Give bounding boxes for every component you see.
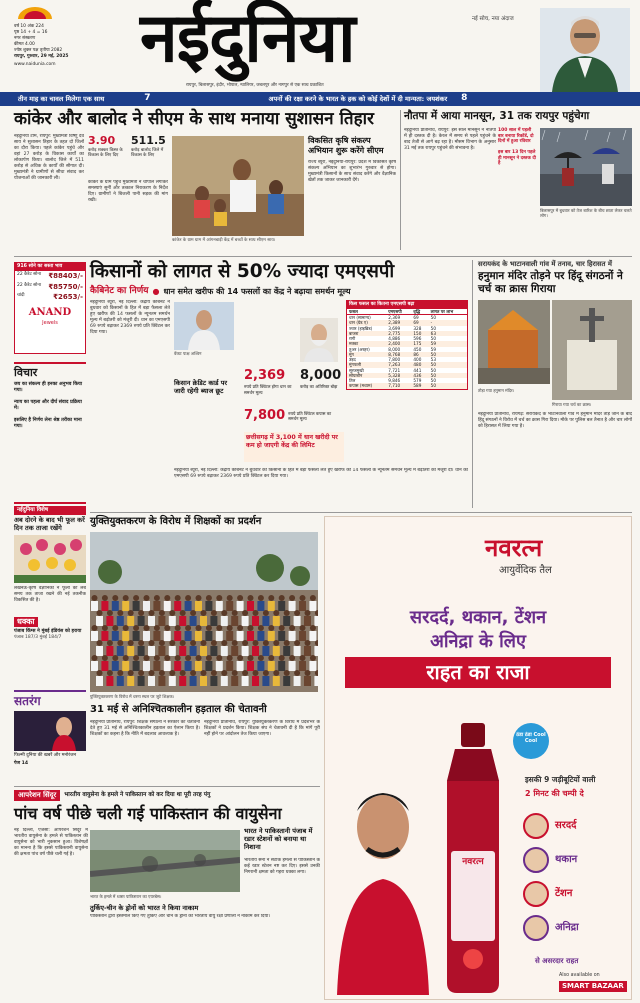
lead-photo bbox=[172, 136, 304, 236]
msp-photo-pm bbox=[300, 318, 338, 362]
ad-benefit-item bbox=[523, 843, 629, 877]
msp-stat-1-label: रुपये प्रति क्विंटल होगा धान का समर्थन मूल्य bbox=[244, 384, 292, 395]
jewellery-row-1-value: ₹88403/- bbox=[48, 271, 83, 280]
temple-subhead[interactable]: हनुमान मंदिर तोड़ने पर हिंदू संगठनों ने चर्च का क्रास गिराया bbox=[478, 270, 623, 295]
msp-stat-2-label: करोड़ का अतिरिक्त बोझ bbox=[300, 384, 338, 390]
ad-line-1: सरदर्द, थकान, टेंशन bbox=[409, 607, 547, 628]
sindoor-side-body: भारतीय सेना ने सटीक हमलों से पाकिस्तान के कई रडार स्टेशन नष्ट कर दिए। इससे उनकी निगरानी क्षमता को गहरा धक्का लगा। bbox=[244, 858, 320, 875]
msp-table-cell: तुअर (अरहर) bbox=[349, 346, 370, 352]
msp-quote-tag[interactable]: किसान क्रेडिट कार्ड पर जारी रहेगी ब्याज छूट bbox=[174, 379, 228, 395]
bullet-icon: ● bbox=[152, 286, 160, 296]
ad-brand-sub: आयुर्वेदिक तैल bbox=[499, 565, 552, 576]
msp-body: नईदुनिया ब्यूरो, नई दिल्ली: केंद्रीय कैबिनेट ने बुधवार को किसानों के हित में बड़ा फैसला लेते हुए खरीफ की 14 फसलों के न्यूनतम समर्थन मूल्य में बढ़ोतरी को मंजूरी दी। धान का एमएसपी 69 रुपये बढ़ाकर 2369 रुपये प्रति क्विंटल कर दिया गया। bbox=[90, 300, 170, 335]
msp-stat-3-value: 7,800 bbox=[244, 408, 286, 423]
lead-body: नईदुनिया टीम, रायपुर: मुख्यमंत्री विष्णु देव साय ने सुशासन तिहार के तहत दो जिलों का दौरा किया। पहले कांकेर पहुंचे और वहां 27 करोड़ के विकास कार्यों का लोकार्पण किया। बालोद जिले में 511 करोड़ से अधिक के कार्यों की सौगात दी। मुख्यमंत्री ने ग्रामीणों से सीधा संवाद कर योजनाओं की जानकारी ली। bbox=[14, 134, 84, 181]
msp-table-cell: 436 bbox=[413, 372, 422, 378]
msp-table-cell: ज्वार (हाइब्रिड) bbox=[349, 325, 373, 331]
msp-table-cell: 589 bbox=[413, 383, 422, 389]
ad-benefit-label: टेंशन bbox=[555, 887, 573, 899]
msp-table-cell: 50 bbox=[430, 325, 437, 331]
msp-table-cell: 50 bbox=[430, 378, 437, 384]
msp-table-cell: 2,369 bbox=[388, 315, 401, 321]
website-link[interactable]: www.naidunia.com bbox=[14, 61, 56, 67]
ad-bottom-line: से असरदार राहत bbox=[535, 957, 579, 965]
msp-table-cell: 175 bbox=[413, 341, 422, 347]
msp-table-cell: 328 bbox=[413, 325, 422, 331]
msp-table-header: एमएसपी bbox=[386, 309, 411, 315]
lead-stat-1-label: करोड़ शक्कर किस्त के विकास के लिए दिए bbox=[88, 147, 123, 159]
lead-photo-caption: कांकेर के ग्राम ग्राम में आंगनबाड़ी केंद्र में बच्चों के साथ सीएम साय। bbox=[172, 238, 276, 243]
msp-table-cell: 596 bbox=[413, 336, 422, 342]
msp-table bbox=[346, 300, 468, 390]
msp-table-cell: - bbox=[430, 320, 433, 326]
vichar-item-2[interactable]: न्याय का पहला और दीर्घ संवाद प्रक्रिया में। bbox=[14, 399, 82, 411]
sindoor-tag-row bbox=[14, 790, 320, 801]
msp-table-cell: 86 bbox=[413, 351, 419, 357]
msp-table-cell: 480 bbox=[413, 362, 422, 368]
msp-table-header: वृद्धि bbox=[411, 309, 428, 315]
msp-table-cell: 579 bbox=[413, 378, 422, 384]
ad-minutes: 2 मिनट की चम्पी दे bbox=[525, 789, 584, 798]
ad-model-photo bbox=[333, 767, 433, 995]
msp-table-cell: उड़द bbox=[349, 357, 356, 363]
msp-table-cell: 2,389 bbox=[388, 320, 401, 326]
msp-table-cell: 7,800 bbox=[388, 357, 401, 363]
jewellery-row-3 bbox=[15, 292, 85, 303]
msp-table-cell: 2,400 bbox=[388, 341, 401, 347]
msp-stat-1-value: 2,369 bbox=[244, 368, 286, 383]
jewellery-row-1-label: 22 कैरेट सोना bbox=[17, 271, 42, 277]
ad-benefit-label: अनिद्रा bbox=[555, 921, 579, 933]
msp-table-cell: 59 bbox=[430, 341, 437, 347]
face-icon bbox=[523, 847, 549, 873]
msp-table-cell: धान (ग्रेड ए) bbox=[349, 320, 368, 326]
msp-table-cell: 69 bbox=[413, 315, 419, 321]
msp-subhead: धान समेत खरीफ की 14 फसलों का केंद्र ने बढ़ाया समर्थन मूल्य bbox=[163, 286, 351, 296]
protest-caption: युक्तियुक्तकरण के विरोध में धरना स्थल पर जुटे शिक्षक। bbox=[90, 694, 175, 699]
msp-table-cell: कपास (मध्यम) bbox=[349, 383, 373, 389]
jewellery-row-2-label: 22 कैरेट सोना bbox=[17, 282, 42, 288]
ad-benefit-label: थकान bbox=[555, 853, 578, 865]
masthead-title: नईदुनिया bbox=[140, 0, 355, 78]
jewellery-ad[interactable] bbox=[14, 262, 86, 354]
vichar-title: विचार bbox=[14, 366, 38, 379]
ad-brand: नवरत्न bbox=[485, 533, 543, 562]
lead-stat-2-label: करोड़ बालोद जिले में विकास के लिए bbox=[131, 147, 164, 159]
msp-table-cell: 441 bbox=[413, 367, 422, 373]
ad-line-2: अनिद्रा के लिए bbox=[430, 631, 526, 652]
msp-table-cell: 2,775 bbox=[388, 330, 401, 336]
msp-table-cell: मूंगफली bbox=[349, 362, 362, 368]
ad-store-logo[interactable]: SMART BAZAAR bbox=[559, 981, 627, 992]
ad-herbs: इसकी 9 जड़ीबूटियों वाली bbox=[525, 775, 596, 784]
portrait-photo bbox=[540, 8, 630, 92]
vishesh-sports-text[interactable]: पंजाब किंग्स ने मुंबई इंडियंस को हराया bbox=[14, 629, 82, 635]
lead-stat-2 bbox=[131, 134, 171, 158]
msp-table-row bbox=[347, 383, 467, 388]
msp-table-cell: 69 bbox=[413, 320, 419, 326]
meta-volume: वर्ष 10 अंक 224 bbox=[14, 24, 44, 29]
msp-kicker: कैबिनेट का निर्णय bbox=[90, 286, 149, 296]
temple-photo-2 bbox=[552, 300, 632, 400]
sindoor-headline[interactable]: पांच वर्ष पीछे चली गई पाकिस्तान की वायुसेना bbox=[14, 804, 282, 823]
msp-table-cell: 150 bbox=[413, 330, 422, 336]
vichar-item-1[interactable]: जय का संकल्प ही इनका अनुभव किया गया। bbox=[14, 381, 83, 393]
msp-table-grid bbox=[347, 309, 467, 389]
temple-headline[interactable]: सरायकंद के भाटानवाली गांव में तनाव, चार हिरासत में bbox=[478, 260, 612, 268]
monsoon-facts bbox=[498, 128, 536, 167]
msp-table-cell: मूंग bbox=[349, 351, 354, 357]
ticker-bar bbox=[0, 92, 640, 106]
msp-subhead-row bbox=[90, 286, 470, 297]
msp-table-cell: सूरजमुखी bbox=[349, 367, 364, 373]
strike-body: नईदुनिया प्रतिनिधि, रायपुर: शिक्षक संगठनों ने सरकार को चेतावनी देते हुए 31 मई से अनिश्चितकालीन हड़ताल का ऐलान किया है। शिक्षकों का कहना है कि नीति में बदलाव आवश्यक है। bbox=[90, 720, 200, 737]
satrang-page: पेज 14 bbox=[14, 760, 29, 766]
msp-table-cell: 8,000 bbox=[388, 346, 401, 352]
msp-table-cell: रागी bbox=[349, 336, 356, 342]
msp-table-cell: 50 bbox=[430, 383, 437, 389]
msp-table-cell: 3,699 bbox=[388, 325, 401, 331]
jewellery-row-2-value: ₹85750/- bbox=[48, 282, 83, 291]
msp-table-cell: सोयाबीन bbox=[349, 372, 363, 378]
sindoor-tag: आपरेशन सिंदूर bbox=[14, 790, 60, 801]
msp-table-cell: 400 bbox=[413, 357, 422, 363]
msp-table-cell: 63 bbox=[430, 330, 437, 336]
msp-table-cell: 9,846 bbox=[388, 378, 401, 384]
strike-headline[interactable]: 31 मई से अनिश्चितकालीन हड़ताल की चेतावनी bbox=[90, 704, 267, 715]
msp-table-cell: 50 bbox=[430, 362, 437, 368]
monsoon-body: नईदुनिया प्रतिनिधि, रायपुर: इस साल मानसून ने नौतपा में ही दस्तक दी है। केरल में समय से पहले पहुंचने के बाद तेजी से आगे बढ़ रहा है। मौसम विभाग के अनुसार 31 मई तक रायपुर पहुंचने की संभावना है। bbox=[404, 128, 496, 151]
monsoon-fact-2: इस बार 13 दिन पहले ही मानसून ने दस्तक दी है bbox=[498, 149, 536, 167]
msp-table-cell: तिल bbox=[349, 378, 356, 384]
sindoor-body: नई दिल्ली, एजेंसी: आपरेशन सिंदूर में भारतीय वायुसेना के हमले से पाकिस्तान की वायुसेना को भारी नुकसान हुआ। विशेषज्ञों का मानना है कि इससे पाकिस्तानी वायुसेना की क्षमता पांच वर्ष पीछे चली गई है। bbox=[14, 828, 88, 857]
msp-stat-3 bbox=[244, 408, 344, 424]
jewellery-row-3-value: ₹2653/- bbox=[53, 293, 83, 302]
msp-table-cell: 450 bbox=[413, 346, 422, 352]
ad-available: Also available on bbox=[559, 973, 600, 978]
msp-table-header: फसल bbox=[347, 309, 386, 315]
ticker-right-page: 8 bbox=[461, 93, 468, 104]
meta-tithi: ज्येष्ठ शुक्ल पक्ष तृतीया 2082 bbox=[14, 47, 63, 53]
monsoon-photo bbox=[540, 128, 632, 206]
vishesh-photo bbox=[14, 535, 86, 583]
temple-caption-2: गिराया गया चर्च का क्रास। bbox=[552, 402, 592, 407]
jewellery-row-1 bbox=[15, 271, 85, 282]
lead-headline[interactable]: कांकेर और बालोद ने सीएम के साथ मनाया सुशासन तिहार bbox=[14, 109, 374, 129]
lead-side-headline[interactable]: विकसित कृषि संकल्प अभियान शुरू करेंगे सीएम bbox=[308, 136, 384, 155]
msp-table-cell: 50 bbox=[430, 372, 437, 378]
satrang-photo bbox=[14, 711, 86, 751]
ad-benefits bbox=[523, 809, 629, 945]
protest-photo bbox=[90, 532, 318, 692]
sindoor-sub-body: पाकिस्तान द्वारा इस्तेमाल किए गए तुर्किए और चीन के ड्रोनों को भारतीय वायु रक्षा प्रणाली ने नाकाम कर दिया। bbox=[90, 914, 271, 919]
temple-caption-1: तोड़ा गया हनुमान मंदिर। bbox=[478, 388, 515, 393]
ad-cool-tag: ठंडा ठंडा Cool Cool bbox=[513, 723, 549, 759]
msp-table-cell: मक्का bbox=[349, 341, 359, 347]
msp-cg-headline: छत्तीसगढ़ में 3,100 में धान खरीदी पर कम हो जाएगी केंद्र की लिमिट bbox=[246, 434, 338, 449]
vishesh-box bbox=[14, 502, 86, 682]
protest-body: नईदुनिया प्रतिनिधि, रायपुर: युक्तियुक्तकरण के विरोध में प्रदेशभर के शिक्षकों ने प्रदर्शन किया। शिक्षक संघ ने चेतावनी दी है कि मांगें पूरी नहीं होने पर आंदोलन तेज किया जाएगा। bbox=[204, 720, 320, 737]
msp-table-cell: 53 bbox=[430, 357, 437, 363]
sindoor-sub-headline[interactable]: तुर्किए-चीन के ड्रोनों को भारत ने किया नाकाम bbox=[90, 904, 199, 912]
msp-table-cell: 50 bbox=[430, 367, 437, 373]
ad-benefit-label: सरदर्द bbox=[555, 819, 577, 831]
jewellery-row-2 bbox=[15, 282, 85, 293]
meta-pages: पृष्ठ 14 + 4 = 16 bbox=[14, 29, 48, 35]
jewellery-heading: 916 सोने का सस्ता भाव bbox=[15, 263, 85, 271]
ad-bottle-label: नवरत्न bbox=[462, 857, 484, 867]
lead-stat-2-value: 511.5 bbox=[131, 134, 166, 147]
masthead-tagline: नई सोच, नया अंदाज bbox=[472, 16, 514, 22]
msp-table-cell: 50 bbox=[430, 315, 437, 321]
monsoon-headline[interactable]: नौतपा में आया मानसून, 31 तक रायपुर पहुंचेगा bbox=[404, 110, 590, 122]
vishesh-body: लखनऊ-कृषि वैज्ञानिकों ने फूलों को लंबे समय तक ताजा रखने की नई तकनीक विकसित की है। bbox=[14, 586, 86, 604]
ad-benefit-item bbox=[523, 877, 629, 911]
msp-stat-2 bbox=[300, 368, 344, 390]
msp-table-cell: 59 bbox=[430, 346, 437, 352]
logo-sun-icon bbox=[14, 4, 56, 20]
lead-stat-1-value: 3.90 bbox=[88, 134, 116, 147]
ad-line-3: राहत का राजा bbox=[345, 657, 611, 688]
msp-table-title: किस फसल का कितना एमएसपी बढ़ा bbox=[347, 301, 467, 309]
msp-stat-3-label: रुपये प्रति क्विंटल कपास का समर्थन मूल्य bbox=[288, 410, 332, 422]
jewellery-brand: ANAND bbox=[28, 307, 72, 319]
satrang-box[interactable] bbox=[14, 690, 86, 782]
monsoon-fact-1: 100 साल में पहली बार बनाया रिकॉर्ड, दो दिनों में हुआ रविवार bbox=[498, 128, 534, 145]
sindoor-tag-line: भारतीय वायुसेना के हमले ने पाकिस्तान को कर दिया था पूरी तरह पंगु bbox=[64, 791, 211, 798]
lead-body-2: कांकेर के ग्राम पहुंचे मुख्यमंत्री ने चौपाल लगाकर समस्याएं सुनीं और तत्काल निराकरण के निर्देश दिए। ग्रामीणों ने बिजली पानी सड़क की मांग रखी। bbox=[88, 180, 168, 203]
msp-photo-label: वेंकट पाक्ष अश्विन bbox=[174, 351, 202, 356]
msp-table-cell: 7,721 bbox=[388, 367, 401, 373]
msp-table-cell: 7,263 bbox=[388, 362, 401, 368]
msp-stat-1 bbox=[244, 368, 302, 395]
msp-table-cell: धान (सामान्य) bbox=[349, 315, 371, 321]
lead-stat-1 bbox=[88, 134, 128, 158]
sindoor-caption: भारत के हमले में ध्वस्त पाकिस्तान का एयरबेस। bbox=[90, 894, 162, 899]
msp-body-lower: नईदुनिया ब्यूरो, नई दिल्ली: केंद्रीय कैबिनेट ने बुधवार को किसानों के हित में बड़ा फैसला लेते हुए खरीफ की 14 फसलों के न्यूनतम समर्थन मूल्य में बढ़ोतरी को मंजूरी दी। धान का एमएसपी 69 रुपये बढ़ाकर 2369 रुपये प्रति क्विंटल कर दिया गया। bbox=[174, 468, 468, 479]
vishesh-headline[interactable]: अब दोरने के बाद भी फूल करें दिन तक ताजा रखेंगे bbox=[14, 515, 85, 532]
msp-table-header: लागत पर लाभ bbox=[429, 309, 467, 315]
sindoor-photo bbox=[90, 830, 240, 892]
msp-stat-2-value: 8,000 bbox=[300, 368, 342, 383]
vishesh-sports bbox=[14, 617, 86, 627]
satrang-body: फिल्मी दुनिया की खबरें और मनोरंजन bbox=[14, 753, 77, 758]
navratan-ad[interactable] bbox=[324, 516, 632, 1000]
ad-benefit-item bbox=[523, 911, 629, 945]
lead-side-body: राज्य ब्यूरो, नईदुनिया-रायपुर: प्रदेश में विकसित कृषि संकल्प अभियान का शुभारंभ गुरुवार से होगा। मुख्यमंत्री किसानों के साथ संवाद करेंगे और वैज्ञानिक खेतों तक जाकर जानकारी देंगे। bbox=[308, 160, 396, 183]
masthead-meta bbox=[14, 24, 124, 68]
satrang-title: सतरंग bbox=[14, 694, 41, 708]
ticker-right-text[interactable]: अपनों की रक्षा करने के भारत के हक को कोई देशों में दी मान्यता: जयशंकर bbox=[268, 94, 448, 103]
face-icon bbox=[523, 813, 549, 839]
temple-body: नईदुनिया प्रतिनिधि, रायगढ़: सरायकंद के भाटानवाली गांव में हनुमान मंदिर तोड़े जाने के बाद हिंदू संगठनों ने विरोध में चर्च का क्रास गिरा दिया। मौके पर पुलिस बल तैनात है और चार लोगों को हिरासत में लिया गया है। bbox=[478, 412, 632, 429]
ticker-left-text[interactable]: तीन माह का चावल मिलेगा एक साथ bbox=[18, 94, 105, 103]
msp-table-cell: 4,886 bbox=[388, 336, 401, 342]
msp-cg-box[interactable] bbox=[244, 432, 344, 462]
face-icon bbox=[523, 915, 549, 941]
vishesh-title: नईदुनिया विशेष bbox=[14, 506, 86, 515]
msp-headline[interactable]: किसानों को लागत से 50% ज्यादा एमएसपी bbox=[90, 261, 395, 282]
msp-table-cell: बाजरा bbox=[349, 330, 359, 336]
msp-table-cell: 8,768 bbox=[388, 351, 401, 357]
jewellery-brand-sub: Jewels bbox=[42, 319, 58, 326]
vishesh-sports-tag: धक्का bbox=[14, 617, 38, 627]
monsoon-caption: बिलासपुर में बुधवार को तेज बारिश के बीच छाता लेकर चलते लोग। bbox=[540, 208, 632, 219]
ticker-left-page: 7 bbox=[144, 93, 151, 104]
meta-price: कीमत 4.00 bbox=[14, 41, 35, 47]
msp-table-cell: 7,710 bbox=[388, 383, 401, 389]
protest-headline[interactable]: युक्तियुक्तकरण के विरोध में शिक्षकों का प्रदर्शन bbox=[90, 516, 262, 527]
face-icon bbox=[523, 881, 549, 907]
masthead-editions: रायपुर, बिलासपुर, इंदौर, भोपाल, ग्वालियर, जबलपुर और नागपुर से एक साथ प्रकाशित bbox=[186, 83, 324, 88]
msp-table-cell: 50 bbox=[430, 351, 437, 357]
temple-photo-1 bbox=[478, 300, 550, 384]
ad-benefit-item bbox=[523, 809, 629, 843]
vishesh-sports-score: पंजाब 187/3 मुंबई 184/7 bbox=[14, 635, 62, 641]
meta-date: रायपुर, गुरुवार, 29 मई, 2025 bbox=[14, 53, 69, 59]
msp-table-cell: 5,328 bbox=[388, 372, 401, 378]
msp-photo-minister bbox=[174, 302, 234, 350]
vichar-box bbox=[14, 362, 86, 496]
meta-edition: नगर संस्करण bbox=[14, 35, 36, 41]
vichar-item-3[interactable]: इसलिए है निर्णय लेना श्रेष्ठ तरीका माना गया। bbox=[14, 417, 82, 429]
sindoor-side-headline[interactable]: भारत ने पाकिस्तानी पंजाब में रडार स्टेशनों को बनाया था निशाना bbox=[244, 827, 313, 851]
jewellery-row-3-label: चांदी bbox=[17, 293, 25, 299]
msp-table-cell: 50 bbox=[430, 336, 437, 342]
